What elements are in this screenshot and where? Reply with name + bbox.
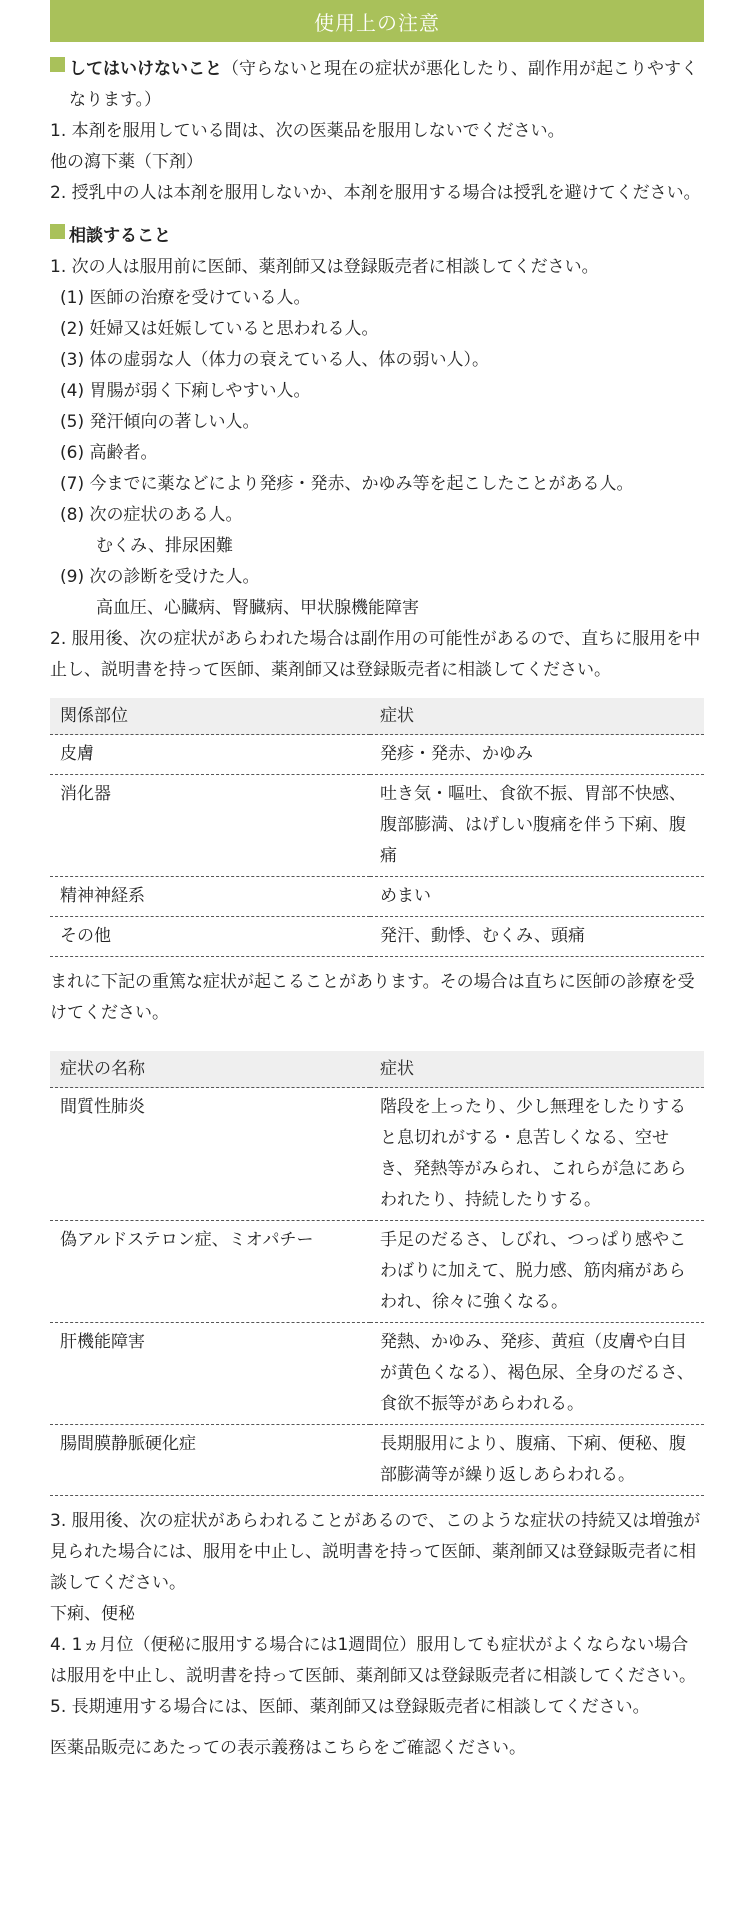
table-header-cell: 関係部位	[50, 698, 370, 735]
table-cell: 長期服用により、腹痛、下痢、便秘、腹部膨満等が繰り返しあらわれる。	[370, 1425, 704, 1496]
consult-item-5: 5. 長期連用する場合には、医師、薬剤師又は登録販売者に相談してください。	[50, 1697, 650, 1717]
footer-note: 医薬品販売にあたっての表示義務はこちらをご確認ください。	[50, 1738, 526, 1758]
dont-heading-wrap	[69, 54, 704, 116]
table-header-cell: 症状	[370, 698, 704, 735]
table-row	[50, 1221, 704, 1323]
dont-section-heading	[50, 54, 704, 116]
consult-sub-9-detail: 高血圧、心臓病、腎臓病、甲状腺機能障害	[96, 598, 419, 618]
table-row	[50, 877, 704, 917]
dont-note: （守らないと現在の症状が悪化したり、副作用が起こりやすくなります。）	[69, 59, 698, 110]
dont-item-1-sub: 他の瀉下薬（下剤）	[50, 152, 203, 172]
table-row	[50, 917, 704, 957]
table-header-row	[50, 698, 704, 735]
table-cell: 発汗、動悸、むくみ、頭痛	[370, 917, 704, 957]
table-cell: 間質性肺炎	[50, 1088, 370, 1221]
table-row	[50, 1425, 704, 1496]
table-cell: 偽アルドステロン症、ミオパチー	[50, 1221, 370, 1323]
consult-sub-4: (4) 胃腸が弱く下痢しやすい人。	[60, 381, 311, 401]
consult-sub-7: (7) 今までに薬などにより発疹・発赤、かゆみ等を起こしたことがある人。	[60, 474, 634, 494]
consult-item-3: 3. 服用後、次の症状があらわれることがあるので、このような症状の持続又は増強が見られた場合には、服用を中止し、説明書を持って医師、薬剤師又は登録販売者に相談してください。	[50, 1511, 701, 1593]
square-bullet-icon	[50, 224, 65, 239]
consult-item-1: 1. 次の人は服用前に医師、薬剤師又は登録販売者に相談してください。	[50, 257, 599, 277]
table-cell: 腸間膜静脈硬化症	[50, 1425, 370, 1496]
table-row	[50, 775, 704, 877]
table-header-row	[50, 1051, 704, 1088]
table-cell: その他	[50, 917, 370, 957]
consult-sub-3: (3) 体の虚弱な人（体力の衰えている人、体の弱い人）。	[60, 350, 489, 370]
consult-sub-9: (9) 次の診断を受けた人。	[60, 567, 260, 587]
spacer	[50, 957, 704, 967]
table-cell: 精神神経系	[50, 877, 370, 917]
table-cell: 発熱、かゆみ、発疹、黄疸（皮膚や白目が黄色くなる）、褐色尿、全身のだるさ、食欲不振等があらわれる。	[370, 1323, 704, 1425]
consult-sub-1: (1) 医師の治療を受けている人。	[60, 288, 311, 308]
consult-item-3-sub: 下痢、便秘	[50, 1604, 135, 1624]
rare-note: まれに下記の重篤な症状が起こることがあります。その場合は直ちに医師の診療を受けてください。	[50, 972, 695, 1023]
consult-sub-8: (8) 次の症状のある人。	[60, 505, 243, 525]
dont-item-2: 2. 授乳中の人は本剤を服用しないか、本剤を服用する場合は授乳を避けてください。	[50, 183, 701, 203]
consult-sub-8-detail: むくみ、排尿困難	[96, 536, 234, 556]
page-title: 使用上の注意	[314, 10, 440, 35]
table-cell: 吐き気・嘔吐、食欲不振、胃部不快感、腹部膨満、はげしい腹痛を伴う下痢、腹痛	[370, 775, 704, 877]
table-cell: 階段を上ったり、少し無理をしたりすると息切れがする・息苦しくなる、空せき、発熱等がみられ、これらが急にあらわれたり、持続したりする。	[370, 1088, 704, 1221]
table-cell: 肝機能障害	[50, 1323, 370, 1425]
consult-heading: 相談すること	[69, 226, 171, 246]
table-cell: 皮膚	[50, 735, 370, 775]
dont-item-1: 1. 本剤を服用している間は、次の医薬品を服用しないでください。	[50, 121, 565, 141]
table-cell: 手足のだるさ、しびれ、つっぱり感やこわばりに加えて、脱力感、筋肉痛があらわれ、徐々に強くなる。	[370, 1221, 704, 1323]
table-header-cell: 症状の名称	[50, 1051, 370, 1088]
consult-item-4: 4. 1ヵ月位（便秘に服用する場合には1週間位）服用しても症状がよくならない場合は服用を中止し、説明書を持って医師、薬剤師又は登録販売者に相談してください。	[50, 1635, 696, 1686]
consult-sub-2: (2) 妊婦又は妊娠していると思われる人。	[60, 319, 379, 339]
table-row	[50, 1323, 704, 1425]
title-bar	[50, 0, 704, 42]
spacer	[50, 1496, 704, 1506]
consult-sub-6: (6) 高齢者。	[60, 443, 158, 463]
dont-heading: してはいけないこと	[69, 59, 222, 79]
serious-symptoms-table	[50, 1051, 704, 1496]
table-cell: 発疹・発赤、かゆみ	[370, 735, 704, 775]
table-header-cell: 症状	[370, 1051, 704, 1088]
table-row	[50, 1088, 704, 1221]
table-cell: 消化器	[50, 775, 370, 877]
consult-item-2: 2. 服用後、次の症状があらわれた場合は副作用の可能性があるので、直ちに服用を中止し、説明書を持って医師、薬剤師又は登録販売者に相談してください。	[50, 629, 701, 680]
spacer	[50, 1723, 704, 1733]
side-effects-table	[50, 698, 704, 957]
precautions-page	[50, 0, 704, 1764]
consult-sub-5: (5) 発汗傾向の著しい人。	[60, 412, 260, 432]
table-cell: めまい	[370, 877, 704, 917]
square-bullet-icon	[50, 57, 65, 72]
consult-section-heading	[50, 221, 704, 252]
table-row	[50, 735, 704, 775]
